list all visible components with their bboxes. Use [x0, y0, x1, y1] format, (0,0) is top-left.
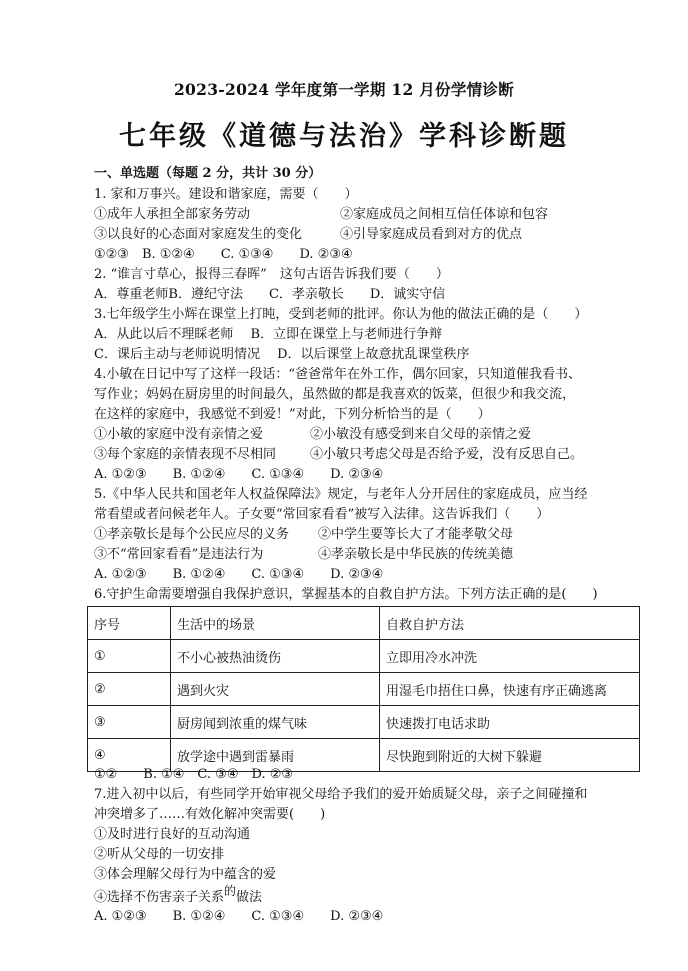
table-cell: 不小心被热油烫伤 — [171, 640, 380, 673]
table-cell: 快速拨打电话求助 — [380, 706, 640, 739]
q7-option-4-text: ④选择不伤害亲子关系 — [94, 890, 225, 905]
q5-choices: A. ①②③ B. ①②④ C. ①③④ D. ②③④ — [94, 567, 384, 582]
table-row — [88, 706, 640, 739]
table-header-cell: 自救自护方法 — [380, 607, 640, 640]
q4-stem-line3: 在这样的家庭中，我感觉不到爱！”对此，下列分析恰当的是（ ） — [94, 407, 491, 422]
q6-stem: 6.守护生命需要增强自我保护意识，掌握基本的自救自护方法。下列方法正确的是( ) — [94, 587, 598, 602]
table-cell: 遇到火灾 — [171, 673, 380, 706]
table-row — [88, 640, 640, 673]
q3-choices-ab: A．从此以后不理睬老师 B．立即在课堂上与老师进行争辩 — [94, 327, 443, 342]
q5-stem-line2: 常看望或者问候老年人。子女要“常回家看看”被写入法律。这告诉我们（ ） — [94, 507, 550, 522]
table-cell: 立即用冷水冲洗 — [380, 640, 640, 673]
q4-stem-line2: 写作业；妈妈在厨房里的时间最久，虽然做的都是我喜欢的饭菜，但很少和我交流， — [94, 387, 576, 402]
q7-option-3: ③体会理解父母行为中蕴含的爱 — [94, 867, 277, 882]
q1-option-3: ③以良好的心态面对家庭发生的变化 — [94, 227, 303, 242]
table-cell: 放学途中遇到雷暴雨 — [171, 739, 380, 772]
table-header-cell: 序号 — [88, 607, 171, 640]
q5-option-3: ③不“常回家看看”是违法行为 — [94, 547, 264, 562]
q7-stem-line1: 7.进入初中以后，有些同学开始审视父母给予我们的爱开始质疑父母，亲子之间碰撞和 — [94, 787, 588, 802]
q3-stem: 3.七年级学生小辉在课堂上打盹，受到老师的批评。你认为他的做法正确的是（ ） — [94, 307, 588, 322]
q1-stem: 1. 家和万事兴。建设和谐家庭，需要（ ） — [94, 187, 358, 202]
q7-option-4 — [94, 884, 263, 907]
q4-choices: A. ①②③ B. ①②④ C. ①③④ D. ②③④ — [94, 467, 384, 482]
table-row — [88, 673, 640, 706]
q5-option-4: ④孝亲敬长是中华民族的传统美德 — [318, 547, 514, 562]
q1-choices: ①②③ B. ①②④ C. ①③④ D. ②③④ — [94, 247, 353, 262]
q5-option-1: ①孝亲敬长是每个公民应尽的义务 — [94, 527, 290, 542]
q7-stem-line2: 冲突增多了……有效化解冲突需要( ) — [94, 807, 326, 822]
q5-option-2: ②中学生要等长大了才能孝敬父母 — [318, 527, 514, 542]
table-header-row — [88, 607, 640, 640]
q4-option-1: ①小敏的家庭中没有亲情之爱 — [94, 427, 264, 442]
q3-choices-cd: C．课后主动与老师说明情况 D．以后课堂上故意扰乱课堂秩序 — [94, 347, 470, 362]
q7-option-4-tail: 做法 — [236, 890, 263, 905]
q2-choices: A．尊重老师B．遵纪守法 C．孝亲敬长 D．诚实守信 — [94, 287, 446, 302]
q1-option-2: ②家庭成员之间相互信任体谅和包容 — [340, 207, 549, 222]
q1-option-1: ①成年人承担全部家务劳动 — [94, 207, 251, 222]
q2-stem: 2. “谁言寸草心，报得三春晖” 这句古语告诉我们要（ ） — [94, 267, 449, 282]
table-header-cell: 生活中的场景 — [171, 607, 380, 640]
table-cell: ② — [88, 673, 171, 706]
q7-option-2: ②听从父母的一切安排 — [94, 847, 225, 862]
table-cell: ④ — [88, 739, 171, 772]
q6-table — [87, 606, 640, 772]
table-cell: ① — [88, 640, 171, 673]
table-cell: 厨房闻到浓重的煤气味 — [171, 706, 380, 739]
q7-option-4-raised: 的 — [224, 884, 237, 898]
q4-option-4: ④小敏只考虑父母是否给予爱，没有反思自己。 — [310, 447, 584, 462]
section-label: 一、单选题（每题 2 分，共计 30 分） — [94, 166, 322, 181]
q4-option-2: ②小敏没有感受到来自父母的亲情之爱 — [310, 427, 532, 442]
q5-stem-line1: 5.《中华人民共和国老年人权益保障法》规定，与老年人分开居住的家庭成员，应当经 — [94, 487, 588, 502]
table-cell: 用湿毛巾捂住口鼻，快速有序正确逃离 — [380, 673, 640, 706]
table-cell: 尽快跑到附近的大树下躲避 — [380, 739, 640, 772]
exam-title: 七年级《道德与法治》学科诊断题 — [119, 121, 569, 152]
q6-choices: ①② B. ①④ C. ③④ D. ②③ — [94, 767, 294, 782]
q4-stem-line1: 4.小敏在日记中写了这样一段话：“爸爸常年在外工作，偶尔回家，只知道催我看书、 — [94, 367, 582, 382]
exam-subtitle: 2023-2024 学年度第一学期 12 月份学情诊断 — [173, 80, 515, 99]
q1-option-row1 — [94, 206, 250, 224]
q7-choices: A. ①②③ B. ①②④ C. ①③④ D. ②③④ — [94, 909, 384, 924]
q4-option-3: ③每个家庭的亲情表现不尽相同 — [94, 447, 277, 462]
q1-option-4: ④引导家庭成员看到对方的优点 — [340, 227, 523, 242]
table-cell: ③ — [88, 706, 171, 739]
q7-option-1: ①及时进行良好的互动沟通 — [94, 827, 251, 842]
